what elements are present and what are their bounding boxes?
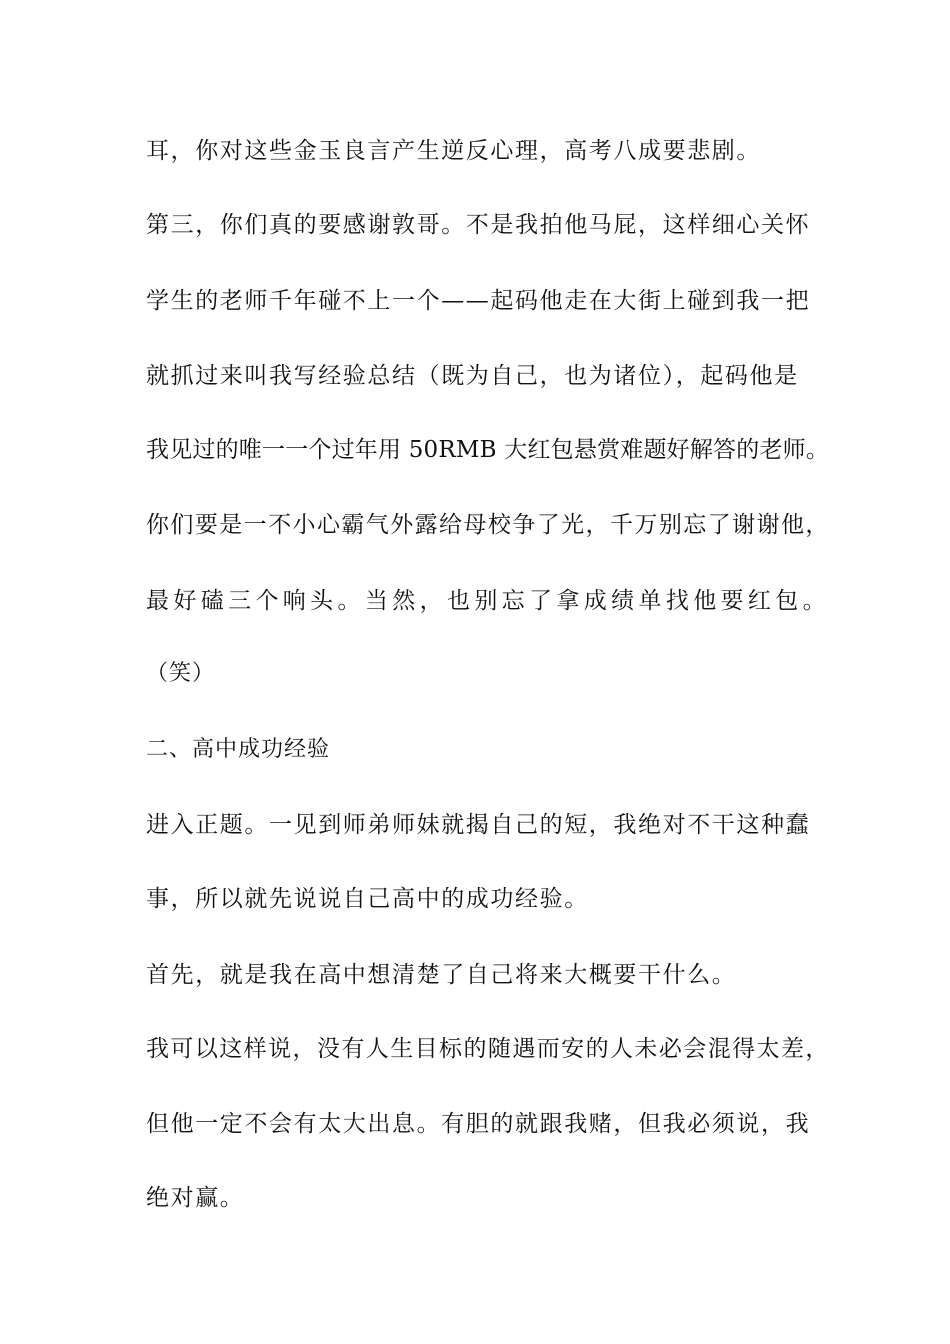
paragraph-line-13: 我可以这样说，没有人生目标的随遇而安的人未必会混得太差， bbox=[146, 1036, 830, 1062]
paragraph-line-8: （笑） bbox=[146, 661, 216, 686]
paragraph-line-11: 事，所以就先说说自己高中的成功经验。 bbox=[146, 886, 589, 912]
paragraph-line-4: 就抓过来叫我写经验总结（既为自己，也为诸位），起码他是 bbox=[146, 363, 799, 389]
paragraph-line-15: 绝对赢。 bbox=[146, 1185, 245, 1211]
paragraph-line-3: 学生的老师千年碰不上一个——起码他走在大街上碰到我一把 bbox=[146, 288, 811, 314]
paragraph-line-1: 耳，你对这些金玉良言产生逆反心理，高考八成要悲剧。 bbox=[146, 138, 761, 164]
paragraph-line-12: 首先，就是我在高中想清楚了自己将来大概要干什么。 bbox=[146, 962, 737, 988]
paragraph-line-6: 你们要是一不小心霸气外露给母校争了光，千万别忘了谢谢他， bbox=[146, 512, 830, 538]
paragraph-line-2: 第三，你们真的要感谢敦哥。不是我拍他马屁，这样细心关怀 bbox=[146, 212, 811, 238]
paragraph-line-7: 最好磕三个响头。当然，也别忘了拿成绩单找他要红包。 bbox=[146, 588, 830, 614]
paragraph-line-10: 进入正题。一见到师弟师妹就揭自己的短，我绝对不干这种蠢 bbox=[146, 812, 811, 838]
section-heading: 二、高中成功经验 bbox=[146, 737, 331, 762]
paragraph-line-5: 我见过的唯一一个过年用 50RMB 大红包悬赏难题好解答的老师。 bbox=[146, 437, 830, 463]
paragraph-line-14: 但他一定不会有太大出息。有胆的就跟我赌，但我必须说，我 bbox=[146, 1111, 811, 1137]
